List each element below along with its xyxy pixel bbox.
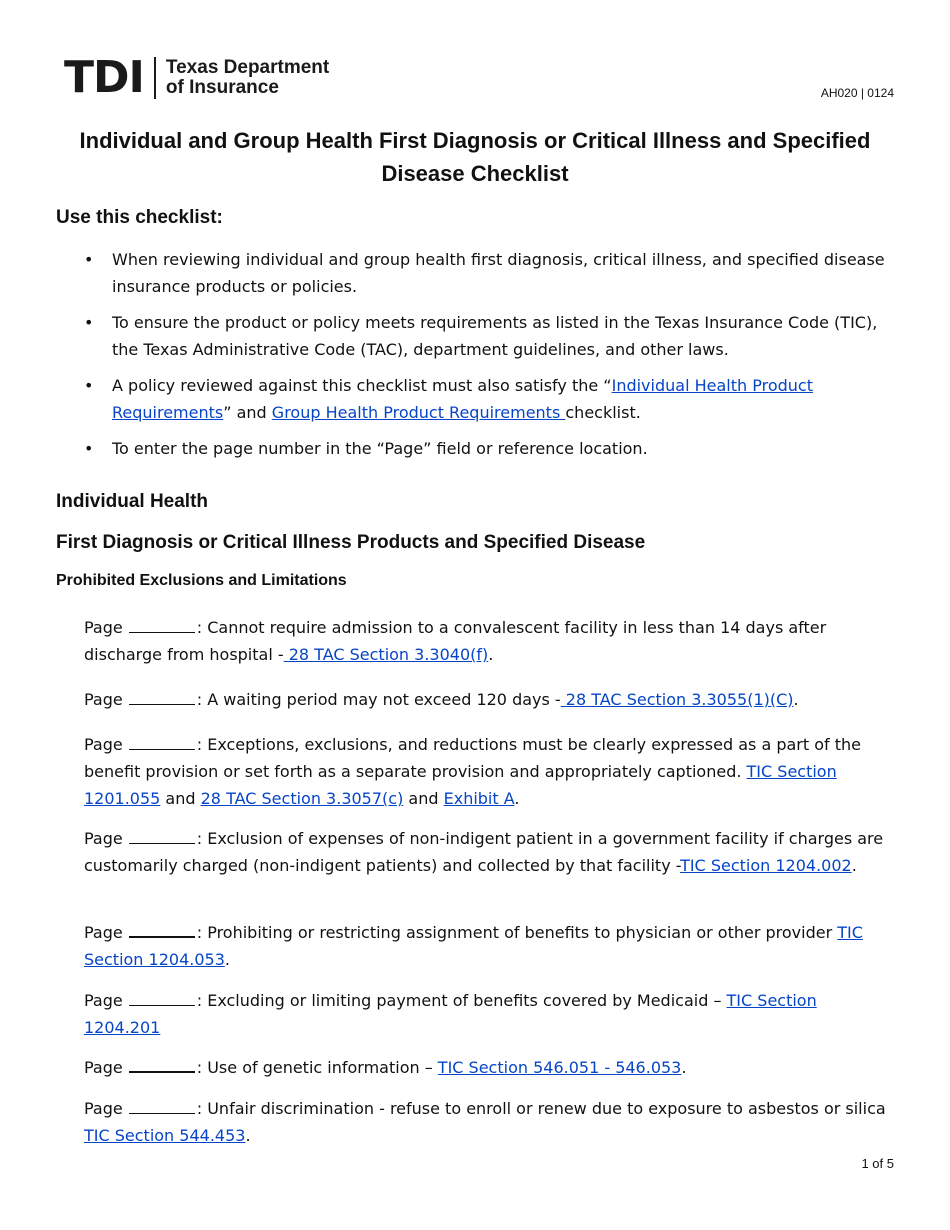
item-text: : Prohibiting or restricting assignment of benefits to physician or other provider — [196, 923, 838, 942]
bullet-item — [84, 372, 904, 426]
reference-link[interactable]: TIC Section 544.453 — [84, 1126, 246, 1145]
form-code: AH020 | 0124 — [820, 86, 894, 100]
prohibited-exclusions-heading: Prohibited Exclusions and Limitations — [56, 572, 347, 589]
checklist-item — [84, 686, 896, 713]
page-number-field[interactable] — [129, 1057, 195, 1073]
bullet-text: checklist. — [565, 403, 641, 422]
page-label: Page — [84, 829, 123, 848]
item-punct: . — [851, 856, 857, 875]
page-number-field[interactable] — [129, 618, 195, 633]
reference-link[interactable]: TIC Section 1201.055 — [84, 762, 837, 808]
checklist-item — [84, 1054, 896, 1081]
checklist-item — [84, 987, 896, 1041]
item-punct: . — [488, 645, 494, 664]
page-label: Page — [84, 1099, 123, 1118]
page-number-field[interactable] — [129, 922, 195, 938]
subsection-heading: First Diagnosis or Critical Illness Products and Specified Disease — [56, 532, 646, 553]
use-checklist-heading: Use this checklist: — [56, 207, 223, 228]
bullet-item: • When reviewing individual and group health first diagnosis, critical illness, and specified disease insurance products or policies. — [84, 246, 904, 300]
checklist-item — [84, 614, 896, 668]
exhibit-a-link[interactable]: Exhibit A — [443, 789, 515, 808]
item-text: : Cannot require admission to a convalescent facility in less than 14 days after discharge from hospital - — [84, 618, 827, 664]
tdi-logo — [64, 52, 330, 103]
item-text: and — [403, 789, 444, 808]
page-label: Page — [84, 1058, 123, 1077]
reference-link[interactable]: 28 TAC Section 3.3040(f) — [283, 645, 489, 664]
usage-bullet-list — [84, 246, 904, 471]
page-number-field[interactable] — [129, 991, 195, 1006]
item-text: : Exceptions, exclusions, and reductions must be clearly expressed as a part of the benefit provision or set forth as a separate provision and appropriately captioned. — [84, 735, 862, 781]
bullet-text: A policy reviewed against this checklist must also satisfy the “ — [112, 376, 612, 395]
item-punct: . — [224, 950, 230, 969]
item-text: : Unfair discrimination - refuse to enroll or renew due to exposure to asbestos or silica — [196, 1099, 886, 1118]
checklist-item — [84, 919, 896, 973]
bullet-text: ” and — [223, 403, 272, 422]
reference-link[interactable]: TIC Section 1204.002 — [680, 856, 852, 875]
page-number-field[interactable] — [129, 735, 195, 750]
item-text: and — [160, 789, 201, 808]
reference-link[interactable]: TIC Section 1204.053 — [84, 923, 863, 969]
checklist-item — [84, 1095, 896, 1149]
page-label: Page — [84, 923, 123, 942]
bullet-item: • To ensure the product or policy meets requirements as listed in the Texas Insurance Code (TIC), the Texas Administrative Code (TAC), department guidelines, and other laws. — [84, 309, 904, 363]
individual-health-requirements-link[interactable]: Individual Health Product Requirements — [112, 376, 813, 422]
logo-text — [166, 58, 329, 98]
checklist-item — [84, 731, 896, 812]
page-label: Page — [84, 991, 123, 1010]
bullet-item: • To enter the page number in the “Page” field or reference location. — [84, 435, 904, 462]
item-punct: . — [514, 789, 520, 808]
item-punct: . — [681, 1058, 687, 1077]
page-number-field[interactable] — [129, 829, 195, 844]
section-heading: Individual Health — [56, 491, 209, 512]
item-punct: . — [793, 690, 799, 709]
page-number-field[interactable] — [129, 1099, 195, 1114]
item-punct: . — [245, 1126, 251, 1145]
checklist-item — [84, 825, 896, 879]
logo-line-2: of Insurance — [165, 77, 279, 98]
page-label: Page — [84, 735, 123, 754]
page-label: Page — [84, 618, 123, 637]
item-text: : Use of genetic information – — [196, 1058, 438, 1077]
reference-link[interactable]: 28 TAC Section 3.3055(1)(C) — [560, 690, 794, 709]
item-text: : Exclusion of expenses of non-indigent patient in a government facility if charges are customarily charged (non-indigent patients) and collected by that facility - — [84, 829, 884, 875]
logo-line-1: Texas Department — [165, 57, 330, 78]
item-text: : A waiting period may not exceed 120 days - — [196, 690, 561, 709]
item-text: : Excluding or limiting payment of benefits covered by Medicaid – — [196, 991, 727, 1010]
document-title: Individual and Group Health First Diagnosis or Critical Illness and Specified Disease Checklist — [79, 128, 871, 186]
page-label: Page — [84, 690, 123, 709]
group-health-requirements-link[interactable]: Group Health Product Requirements — [271, 403, 566, 422]
reference-link[interactable]: TIC Section 1204.201 — [84, 991, 817, 1037]
page-number: 1 of 5 — [861, 1156, 894, 1171]
reference-link[interactable]: TIC Section 546.051 - 546.053 — [437, 1058, 682, 1077]
reference-link[interactable]: 28 TAC Section 3.3057(c) — [200, 789, 404, 808]
logo-divider — [154, 57, 156, 99]
page-number-field[interactable] — [129, 690, 195, 705]
logo-mark: TDI — [64, 52, 144, 103]
